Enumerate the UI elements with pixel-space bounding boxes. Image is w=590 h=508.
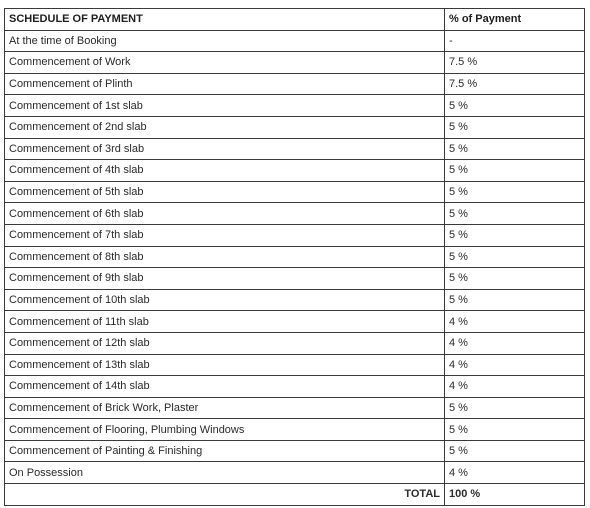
percent-cell: 5 % (445, 440, 585, 462)
percent-cell: 5 % (445, 95, 585, 117)
total-label: TOTAL (5, 484, 445, 506)
header-schedule: SCHEDULE OF PAYMENT (5, 9, 445, 31)
milestone-cell: Commencement of 6th slab (5, 203, 445, 225)
milestone-cell: Commencement of 3rd slab (5, 138, 445, 160)
percent-cell: 5 % (445, 246, 585, 268)
milestone-cell: Commencement of 5th slab (5, 181, 445, 203)
milestone-cell: Commencement of 13th slab (5, 354, 445, 376)
percent-cell: 5 % (445, 224, 585, 246)
milestone-cell: Commencement of 7th slab (5, 224, 445, 246)
percent-cell: 4 % (445, 311, 585, 333)
table-row (5, 181, 585, 203)
percent-cell: 5 % (445, 160, 585, 182)
percent-cell: 7.5 % (445, 73, 585, 95)
percent-cell: 5 % (445, 268, 585, 290)
header-percent: % of Payment (445, 9, 585, 31)
milestone-cell: Commencement of Brick Work, Plaster (5, 397, 445, 419)
table-row (5, 95, 585, 117)
milestone-cell: Commencement of 4th slab (5, 160, 445, 182)
percent-cell: 7.5 % (445, 52, 585, 74)
percent-cell: 4 % (445, 354, 585, 376)
table-row (5, 246, 585, 268)
percent-cell: 5 % (445, 138, 585, 160)
table-row (5, 203, 585, 225)
table-row (5, 376, 585, 398)
milestone-cell: Commencement of 12th slab (5, 332, 445, 354)
table-body (5, 30, 585, 483)
percent-cell: 4 % (445, 332, 585, 354)
percent-cell: 4 % (445, 462, 585, 484)
table-header-row (5, 9, 585, 31)
table-row (5, 419, 585, 441)
table-row (5, 52, 585, 74)
table-row (5, 160, 585, 182)
milestone-cell: Commencement of 1st slab (5, 95, 445, 117)
table-row (5, 332, 585, 354)
milestone-cell: Commencement of Plinth (5, 73, 445, 95)
table-row (5, 397, 585, 419)
milestone-cell: Commencement of 9th slab (5, 268, 445, 290)
table-row (5, 268, 585, 290)
milestone-cell: Commencement of Flooring, Plumbing Windows (5, 419, 445, 441)
milestone-cell: Commencement of Work (5, 52, 445, 74)
table-row (5, 289, 585, 311)
milestone-cell: On Possession (5, 462, 445, 484)
table-row (5, 354, 585, 376)
table-row (5, 73, 585, 95)
milestone-cell: At the time of Booking (5, 30, 445, 52)
milestone-cell: Commencement of 11th slab (5, 311, 445, 333)
total-value: 100 % (445, 484, 585, 506)
milestone-cell: Commencement of 2nd slab (5, 116, 445, 138)
percent-cell: 5 % (445, 289, 585, 311)
total-row (5, 484, 585, 506)
milestone-cell: Commencement of Painting & Finishing (5, 440, 445, 462)
table-row (5, 462, 585, 484)
table-row (5, 311, 585, 333)
table-row (5, 116, 585, 138)
table-row (5, 440, 585, 462)
percent-cell: 4 % (445, 376, 585, 398)
percent-cell: 5 % (445, 397, 585, 419)
payment-schedule (4, 8, 585, 506)
table-row (5, 138, 585, 160)
milestone-cell: Commencement of 14th slab (5, 376, 445, 398)
table-row (5, 30, 585, 52)
payment-schedule-table (4, 8, 585, 506)
percent-cell: 5 % (445, 116, 585, 138)
percent-cell: 5 % (445, 203, 585, 225)
milestone-cell: Commencement of 10th slab (5, 289, 445, 311)
percent-cell: 5 % (445, 181, 585, 203)
table-row (5, 224, 585, 246)
percent-cell: - (445, 30, 585, 52)
milestone-cell: Commencement of 8th slab (5, 246, 445, 268)
percent-cell: 5 % (445, 419, 585, 441)
